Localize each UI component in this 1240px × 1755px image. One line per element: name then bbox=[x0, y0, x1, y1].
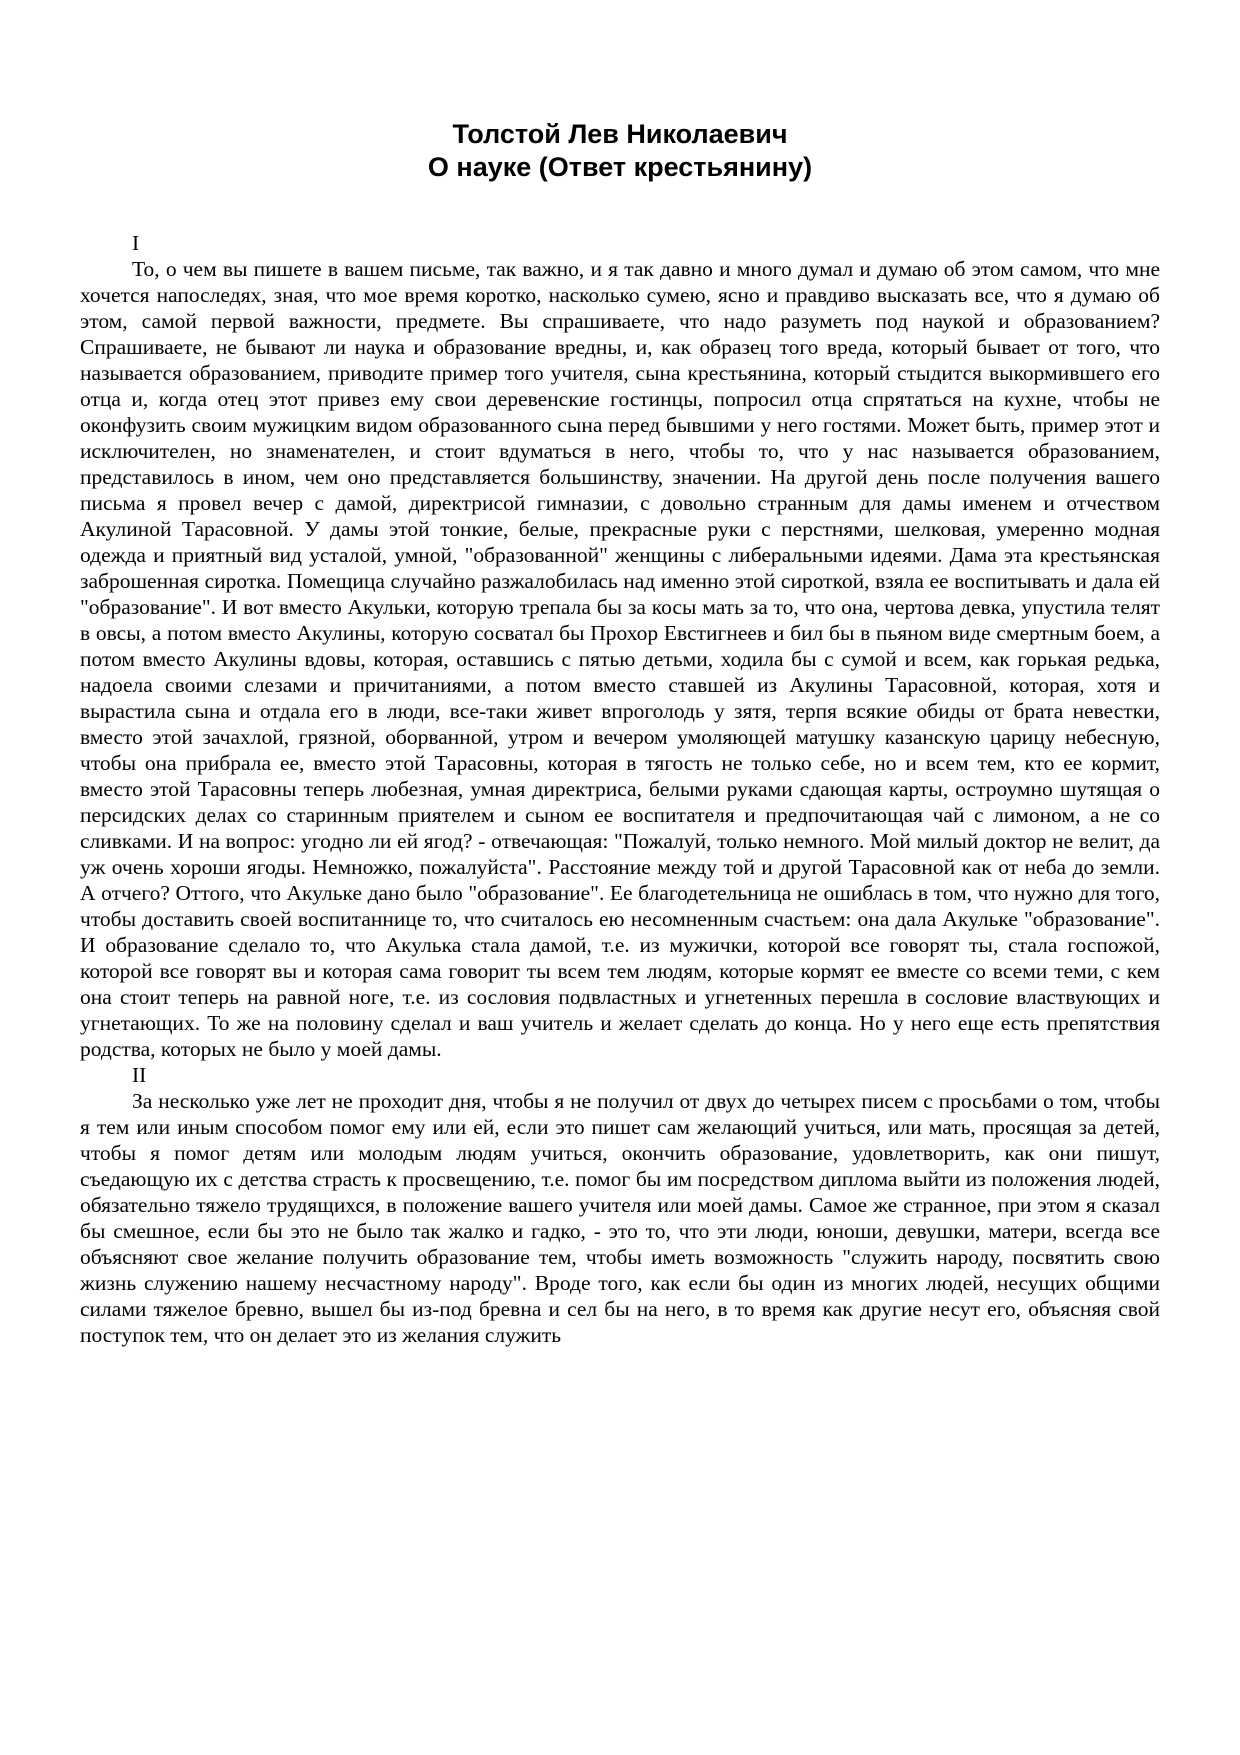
section-numeral-1: I bbox=[132, 231, 140, 255]
section-2-paragraph: За несколько уже лет не проходит дня, чтобы я не получил от двух до четырех писем с просьбами о том, чтобы я тем или иным способом помог ему или ей, если это пишет сам желающий учиться, или мать, просящая за детей, чтобы я помог детям или молодым людям учиться, окончить образование, удовлетворить, как они пишут, съедающую их с детства страсть к просвещению, т.е. помог бы им посредством диплома выйти из положения людей, обязательно тяжело трудящихся, в положение вашего учителя или моей дамы. Самое же странное, при этом я сказал бы смешное, если бы это не было так жалко и гадко, - это то, что эти люди, юноши, девушки, матери, всегда все объясняют свое желание получить образование тем, чтобы иметь возможность "служить народу, посвятить свою жизнь служению нашему несчастному народу". Вроде того, как если бы один из многих людей, несущих общими силами тяжелое бревно, вышел бы из-под бревна и сел бы на него, в то время как другие несут его, объясняя свой поступок тем, что он делает это из желания служить bbox=[80, 1089, 1160, 1347]
title-author: Толстой Лев Николаевич bbox=[452, 119, 788, 149]
title-work: О науке (Ответ крестьянину) bbox=[427, 152, 813, 182]
document-title bbox=[80, 118, 1160, 184]
section-numeral-2: II bbox=[132, 1063, 147, 1087]
section-1-paragraph: То, о чем вы пишете в вашем письме, так важно, и я так давно и много думал и думаю об этом самом, что мне хочется напоследях, зная, что мое время коротко, насколько сумею, ясно и правдиво высказать все, что я думаю об этом, самой первой важности, предмете. Вы спрашиваете, что надо разуметь под наукой и образованием? Спрашиваете, не бывают ли наука и образование вредны, и, как образец того вреда, который бывает от того, что называется образованием, приводите пример того учителя, сына крестьянина, который стыдится выкормившего его отца и, когда отец этот привез ему свои деревенские гостинцы, попросил отца спрятаться на кухне, чтобы не оконфузить своим мужицким видом образованного сына перед бывшими у него гостями. Может быть, пример этот и исключителен, но знаменателен, и стоит вдуматься в него, чтобы то, что у нас называется образованием, представилось в ином, чем оно представляется большинству, значении. На другой день после получения вашего письма я провел вечер с дамой, директрисой гимназии, с довольно странным для дамы именем и отчеством Акулиной Тарасовной. У дамы этой тонкие, белые, прекрасные руки с перстнями, шелковая, умеренно модная одежда и приятный вид усталой, умной, "образованной" женщины с либеральными идеями. Дама эта крестьянская заброшенная сиротка. Помещица случайно разжалобилась над именно этой сироткой, взяла ее воспитывать и дала ей "образование". И вот вместо Акульки, которую трепала бы за косы мать за то, что она, чертова девка, упустила телят в овсы, а потом вместо Акулины, которую сосватал бы Прохор Евстигнеев и бил бы в пьяном виде смертным боем, а потом вместо Акулины вдовы, которая, оставшись с пятью детьми, ходила бы с сумой и всем, как горькая редька, надоела своими слезами и причитаниями, а потом вместо ставшей из Акулины Тарасовной, которая, хотя и вырастила сына и отдала его в люди, все-таки живет впроголодь у зятя, терпя всякие обиды от брата невестки, вместо этой зачахлой, грязной, оборванной, утром и вечером умоляющей матушку казанскую царицу небесную, чтобы она прибрала ее, вместо этой Тарасовны, которая в тягость не только себе, но и всем тем, кто ее кормит, вместо этой Тарасовны теперь любезная, умная директриса, белыми руками сдающая карты, остроумно шутящая о персидских делах со старинным приятелем и сыном ее воспитателя и предпочитающая чай с лимоном, а не со сливками. И на вопрос: угодно ли ей ягод? - отвечающая: "Пожалуй, только немного. Мой милый доктор не велит, да уж очень хороши ягоды. Немножко, пожалуйста". Расстояние между той и другой Тарасовной как от неба до земли. А отчего? Оттого, что Акульке дано было "образование". Ее благодетельница не ошиблась в том, что нужно для того, чтобы доставить своей воспитаннице то, что считалось ею несомненным счастьем: она дала Акульке "образование". И образование сделало то, что Акулька стала дамой, т.е. из мужички, которой все говорят ты, стала госпожой, которой все говорят вы и которая сама говорит ты всем тем людям, которые кормят ее вместе со всеми теми, с кем она стоит теперь на равной ноге, т.е. из сословия подвластных и угнетенных перешла в сословие властвующих и угнетающих. То же на половину сделал и ваш учитель и желает сделать до конца. Но у него еще есть препятствия родства, которых не было у моей дамы. bbox=[80, 257, 1160, 1061]
